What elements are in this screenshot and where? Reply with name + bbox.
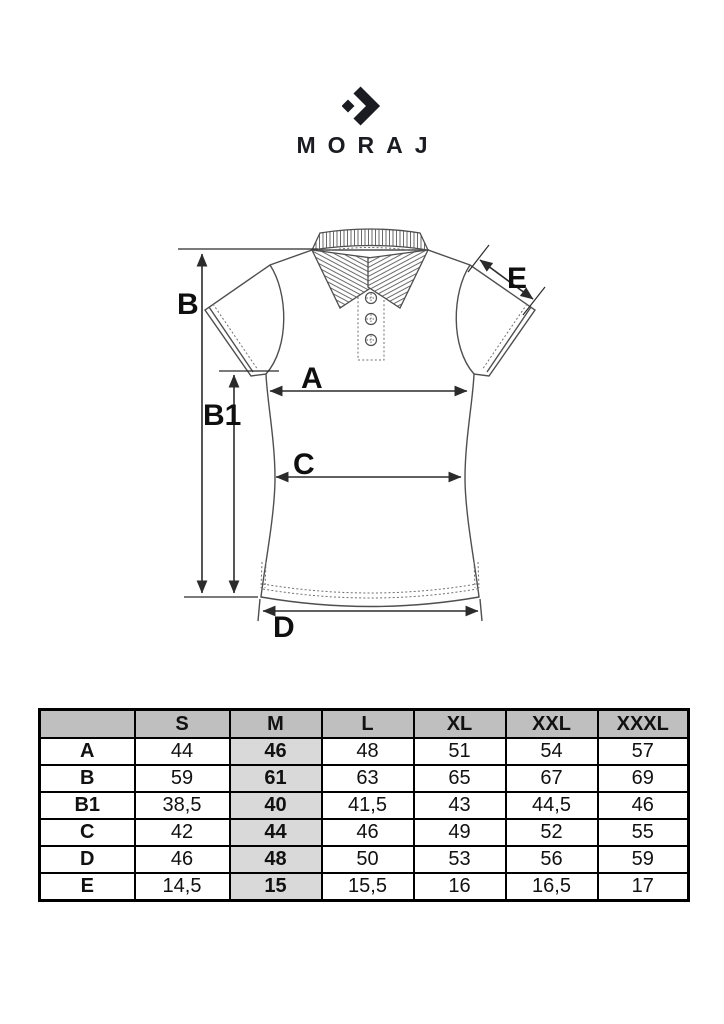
measurement-row-label-b1: B1 [40, 792, 135, 819]
size-value-cell: 54 [506, 738, 598, 765]
size-value-cell: 50 [322, 846, 414, 873]
size-value-cell: 16,5 [506, 873, 598, 901]
measure-label-b1: B1 [203, 399, 242, 432]
size-value-cell: 41,5 [322, 792, 414, 819]
size-value-cell-highlighted: 40 [230, 792, 322, 819]
table-row-e [40, 873, 689, 901]
measurement-row-label-b: B [40, 765, 135, 792]
size-value-cell: 63 [322, 765, 414, 792]
measure-label-a: A [301, 362, 323, 395]
size-value-cell: 46 [135, 846, 230, 873]
size-value-cell: 59 [598, 846, 689, 873]
size-value-cell: 57 [598, 738, 689, 765]
size-value-cell: 49 [414, 819, 506, 846]
brand-name: MORAJ [296, 132, 440, 158]
size-value-cell: 46 [322, 819, 414, 846]
size-value-cell: 69 [598, 765, 689, 792]
size-column-header-xxxl: XXXL [598, 710, 689, 739]
size-column-header-m: M [230, 710, 322, 739]
size-value-cell: 55 [598, 819, 689, 846]
size-value-cell: 46 [598, 792, 689, 819]
size-table-corner-cell [40, 710, 135, 739]
size-column-header-l: L [322, 710, 414, 739]
size-value-cell: 53 [414, 846, 506, 873]
table-row-a [40, 738, 689, 765]
size-value-cell-highlighted: 15 [230, 873, 322, 901]
size-value-cell: 16 [414, 873, 506, 901]
measure-label-e: E [507, 262, 528, 295]
size-column-header-s: S [135, 710, 230, 739]
size-value-cell-highlighted: 44 [230, 819, 322, 846]
size-table [38, 708, 690, 902]
size-value-cell: 48 [322, 738, 414, 765]
size-value-cell: 42 [135, 819, 230, 846]
size-value-cell: 44,5 [506, 792, 598, 819]
size-value-cell: 52 [506, 819, 598, 846]
measurement-row-label-d: D [40, 846, 135, 873]
measurement-row-label-e: E [40, 873, 135, 901]
size-column-header-xl: XL [414, 710, 506, 739]
table-row-b1 [40, 792, 689, 819]
size-value-cell: 14,5 [135, 873, 230, 901]
table-row-c [40, 819, 689, 846]
size-value-cell-highlighted: 48 [230, 846, 322, 873]
size-value-cell: 65 [414, 765, 506, 792]
size-value-cell: 59 [135, 765, 230, 792]
measurement-row-label-a: A [40, 738, 135, 765]
size-value-cell: 15,5 [322, 873, 414, 901]
size-value-cell: 17 [598, 873, 689, 901]
table-row-b [40, 765, 689, 792]
measure-label-d: D [273, 611, 295, 644]
size-value-cell-highlighted: 46 [230, 738, 322, 765]
size-value-cell: 38,5 [135, 792, 230, 819]
table-row-d [40, 846, 689, 873]
size-value-cell: 51 [414, 738, 506, 765]
size-value-cell: 44 [135, 738, 230, 765]
size-value-cell: 67 [506, 765, 598, 792]
size-column-header-xxl: XXL [506, 710, 598, 739]
measure-label-b: B [177, 288, 199, 321]
size-value-cell: 43 [414, 792, 506, 819]
measurement-row-label-c: C [40, 819, 135, 846]
size-value-cell-highlighted: 61 [230, 765, 322, 792]
size-table-header-row [40, 710, 689, 739]
size-value-cell: 56 [506, 846, 598, 873]
measure-label-c: C [293, 448, 315, 481]
